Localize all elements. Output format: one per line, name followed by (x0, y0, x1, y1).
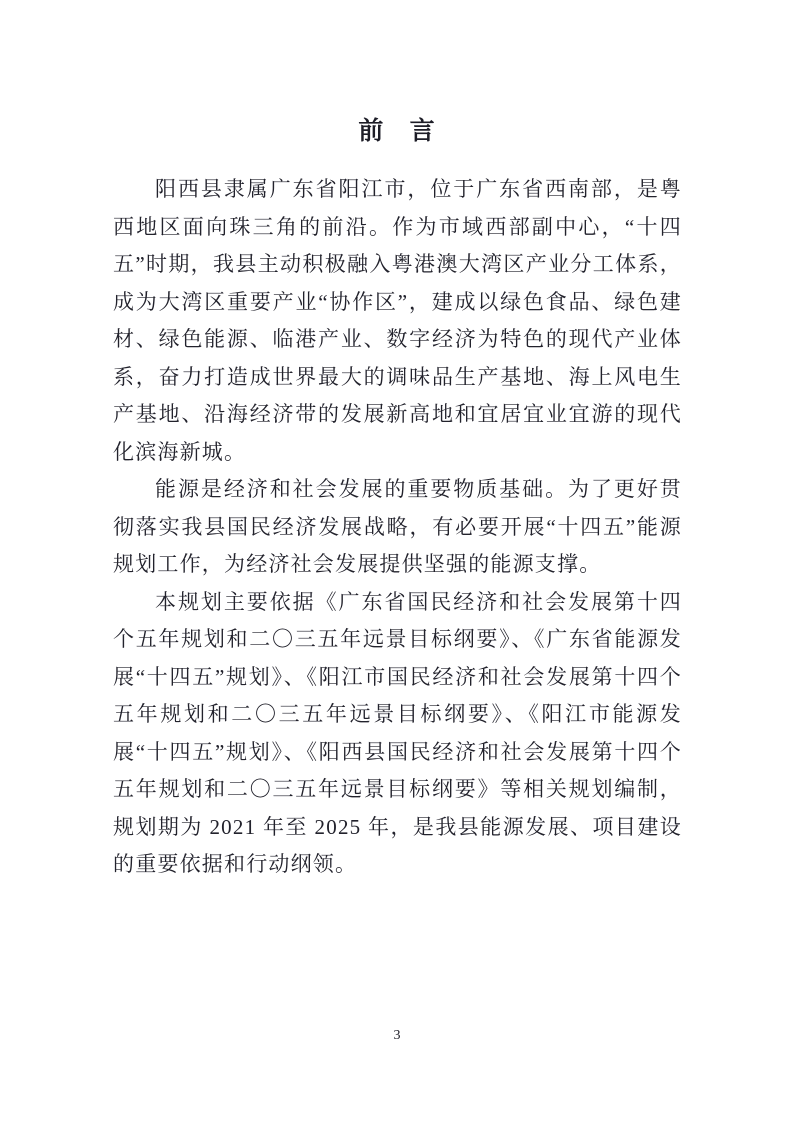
page-title: 前 言 (358, 118, 436, 145)
page-number: 3 (393, 1028, 401, 1043)
paragraph-intro: 阳西县隶属广东省阳江市，位于广东省西南部，是粤西地区面向珠三角的前沿。作为市域西部副中心，“十四五”时期，我县主动积极融入粤港澳大湾区产业分工体系，成为大湾区重要产业“协作区”，建成以绿色食品、绿色建材、绿色能源、临港产业、数字经济为特色的现代产业体系，奋力打造成世界最大的调味品生产基地、海上风电生产基地、沿海经济带的发展新高地和宜居宜业宜游的现代化滨海新城。 (113, 177, 682, 464)
paragraph-plan-basis: 本规划主要依据《广东省国民经济和社会发展第十四个五年规划和二〇三五年远景目标纲要》、《广东省能源发展“十四五”规划》、《阳江市国民经济和社会发展第十四个五年规划和二〇三五年远景目标纲要》、《阳江市能源发展“十四五”规划》、《阳西县国民经济和社会发展第十四个五年规划和二〇三五年远景目标纲要》等相关规划编制，规划期为 2021 年至 2025 年，是我县能源发展、项目建设的重要依据和行动纲领。 (113, 589, 682, 876)
document-body (113, 171, 682, 884)
paragraph-energy-basis: 能源是经济和社会发展的重要物质基础。为了更好贯彻落实我县国民经济发展战略，有必要开展“十四五”能源规划工作，为经济社会发展提供坚强的能源支撑。 (113, 477, 682, 576)
